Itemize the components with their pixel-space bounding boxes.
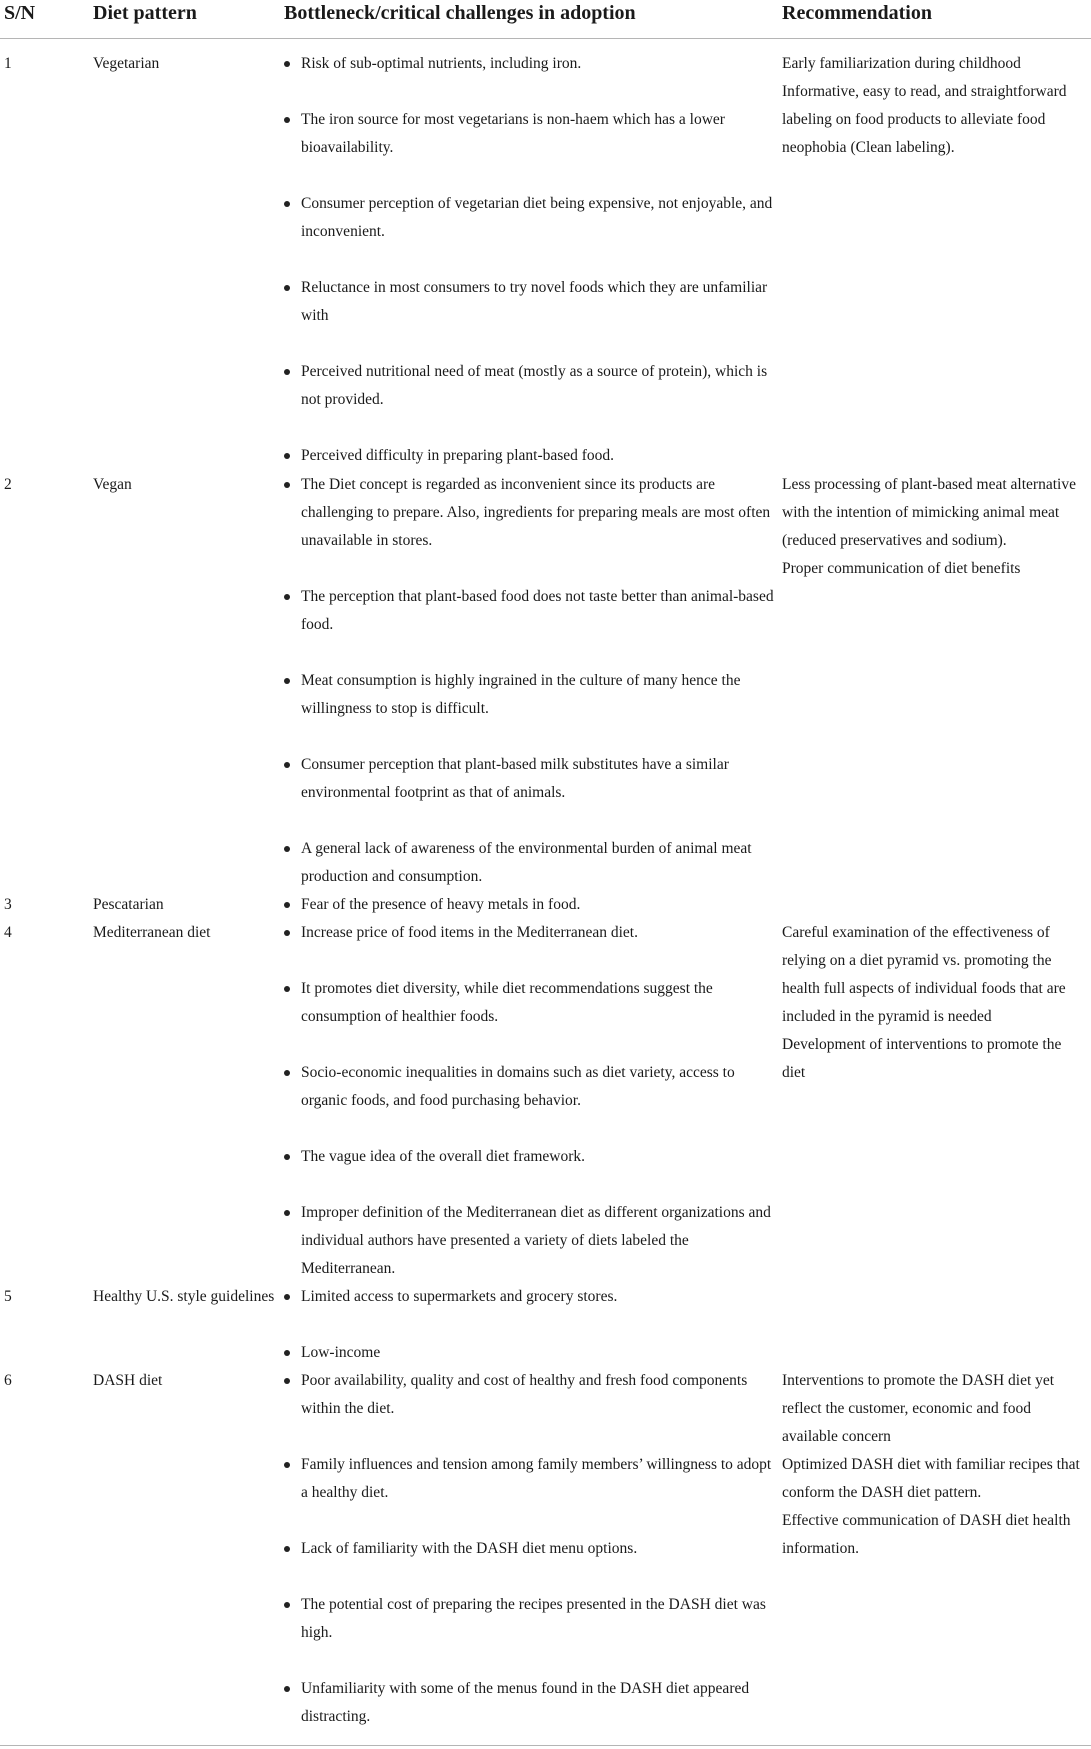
bullet-dot — [284, 453, 290, 459]
row-6-recommendation-2: Optimized DASH diet with familiar recipes that conform the DASH diet pattern. — [782, 1456, 1080, 1501]
row-6-diet: DASH diet — [93, 1372, 163, 1389]
header-diet-pattern: Diet pattern — [93, 2, 197, 24]
row-6-recommendation-3: Effective communication of DASH diet health information. — [782, 1512, 1071, 1557]
row-3-diet: Pescatarian — [93, 896, 164, 913]
bullet-dot — [284, 1462, 290, 1468]
diet-table: S/N Diet pattern Bottleneck/critical challenges in adoption Recommendation 1 Vegetarian Risk of sub-optimal nutrients, including iron. The iron source for most vegetarians is non-haem which has a lower bioavailability. Consumer perception of vegetarian diet being expensive, not enjoyable, and inconvenient. Reluctance in most consumers to try novel foods which they are unfamiliar with Perceived nutritional need of meat (mostly as a source of protein), which is not provided. Perceived difficulty in preparing plant-based food. Early familiarization during childhood Informative, easy to read, and straightforward labeling on food products to alleviate food neophobia (Clean labeling). 2 Vegan The Diet concept is regarded as inconvenient since its products are challenging to prepare. Also, ingredients for preparing meals are most often unavailable in stores. The perception that plant-based food does not taste better than animal-based food. Meat consumption is highly ingrained in the culture of many hence the willingness to stop is difficult. Consumer perception that plant-based milk substitutes have a similar environmental footprint as that of animals. A general lack of awareness of the environmental burden of animal meat production and consumption. Less processing of plant-based meat alternative with the intention of mimicking animal meat (reduced preservatives and sodium). Proper communication of diet benefits 3 Pescatarian Fear of the presence of heavy metals in food. 4 Mediterranean diet Increase price of food items in the Mediterranean diet. It promotes diet diversity, while diet recommendations suggest the consumption of healthier foods. Socio-economic inequalities in domains such as diet variety, access to organic foods, and food purchasing behavior. The vague idea of the overall diet framework. Improper definition of the Mediterranean diet as different organizations and individual authors have presented a variety of diets labeled the Mediterranean. Careful examination of the effectiveness of relying on a diet pyramid vs. promoting the health full aspects of individual foods that are included in the pyramid is needed Development of interventions to promote the diet 5 Healthy U.S. style guidelines Limited access to supermarkets and grocery stores. Low-income 6 DASH diet Poor availability, quality and cost of healthy and fresh food components within the diet. Family influences and tension among family members’ willingness to adopt a healthy diet. Lack of familiarity with the DASH diet menu options. The potential cost of preparing the recipes presented in the DASH diet was high. Unfamiliarity with some of the menus found in the DASH diet appeared distracting. Interventions to promote the DASH diet yet reflect the customer, economic and food available concern Optimized DASH diet with familiar recipes that conform the DASH diet pattern. Effective communication of DASH diet health information. — [0, 0, 1091, 1749]
bullet-dot — [284, 986, 290, 992]
bullet-dot — [284, 902, 290, 908]
bullet-dot — [284, 846, 290, 852]
row-5-sn: 5 — [4, 1288, 12, 1305]
bullet-dot — [284, 1294, 290, 1300]
bullet-dot — [284, 1210, 290, 1216]
header-sn: S/N — [4, 2, 36, 24]
row-2-sn: 2 — [4, 476, 12, 493]
row-2-recommendation-2: Proper communication of diet benefits — [782, 560, 1021, 577]
bullet-dot — [284, 201, 290, 207]
row-4-sn: 4 — [4, 924, 12, 941]
row-4-recommendation-2: Development of interventions to promote the diet — [782, 1036, 1062, 1081]
table-bottom-rule — [0, 1745, 1091, 1746]
row-4-recommendation-1: Careful examination of the effectiveness of relying on a diet pyramid vs. promoting the health full aspects of individual foods that are included in the pyramid is needed — [782, 924, 1066, 1025]
row-1-recommendation-2: Informative, easy to read, and straightforward labeling on food products to alleviate food neophobia (Clean labeling). — [782, 83, 1067, 156]
row-1-recommendation-1: Early familiarization during childhood — [782, 55, 1021, 72]
row-3-sn: 3 — [4, 896, 12, 913]
header-challenges: Bottleneck/critical challenges in adoption — [284, 2, 636, 24]
bullet-dot — [284, 1070, 290, 1076]
bullet-dot — [284, 678, 290, 684]
header-rule — [0, 38, 1091, 39]
bullet-dot — [284, 1602, 290, 1608]
bullet-dot — [284, 61, 290, 67]
bullet-dot — [284, 1378, 290, 1384]
bullet-dot — [284, 594, 290, 600]
header-recommendation: Recommendation — [782, 2, 932, 24]
bullet-dot — [284, 285, 290, 291]
bullet-dot — [284, 1350, 290, 1356]
row-6-recommendation-1: Interventions to promote the DASH diet yet reflect the customer, economic and food available concern — [782, 1372, 1055, 1445]
row-4-diet: Mediterranean diet — [93, 924, 211, 941]
row-1-diet: Vegetarian — [93, 55, 160, 72]
bullet-dot — [284, 369, 290, 375]
bullet-dot — [284, 1546, 290, 1552]
row-5-diet: Healthy U.S. style guidelines — [93, 1288, 275, 1305]
bullet-dot — [284, 117, 290, 123]
bullet-dot — [284, 1686, 290, 1692]
bullet-dot — [284, 930, 290, 936]
bullet-dot — [284, 762, 290, 768]
row-2-recommendation-1: Less processing of plant-based meat alternative with the intention of mimicking animal meat (reduced preservatives and sodium). — [782, 476, 1076, 549]
bullet-dot — [284, 482, 290, 488]
row-1-sn: 1 — [4, 55, 12, 72]
bullet-dot — [284, 1154, 290, 1160]
row-2-diet: Vegan — [93, 476, 132, 493]
row-6-sn: 6 — [4, 1372, 12, 1389]
